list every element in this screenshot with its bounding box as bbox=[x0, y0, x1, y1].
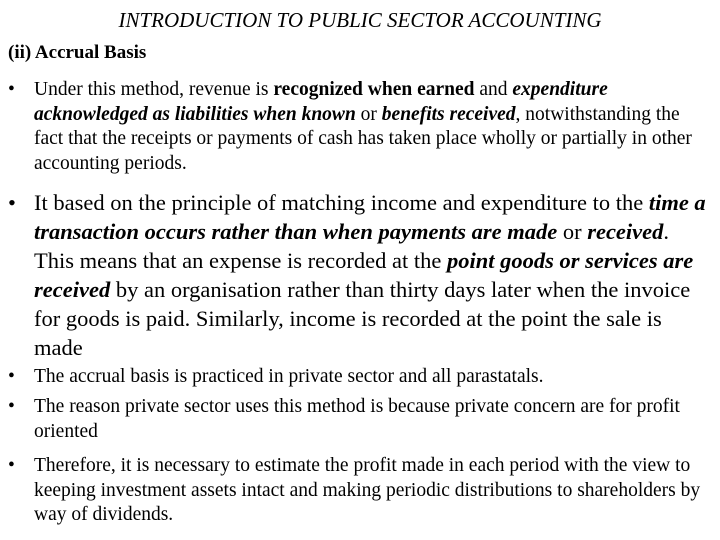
bullet-item bbox=[8, 395, 712, 444]
bullet-marker: • bbox=[8, 455, 15, 476]
bullet-marker: • bbox=[8, 366, 15, 387]
bullet-text: Under this method, revenue is recognized when earned and expenditure acknowledged as liabilities when known or benefits received, notwithstanding the fact that the receipts or payments of cash has taken place wholly or partially in other accounting periods. bbox=[34, 79, 692, 174]
bullet-item bbox=[8, 78, 712, 176]
bullet-marker: • bbox=[8, 190, 16, 215]
bullet-text: It based on the principle of matching income and expenditure to the time a transaction occurs rather than when payments are made or received. This means that an expense is recorded at the point goods or services are received by an organisation rather than thirty days later when the invoice for goods is paid. Similarly, income is recorded at the point the sale is made bbox=[34, 190, 706, 360]
page-title: INTRODUCTION TO PUBLIC SECTOR ACCOUNTING bbox=[118, 8, 602, 32]
bullet-text: The reason private sector uses this method is because private concern are for profit oriented bbox=[34, 396, 680, 442]
section-heading: (ii) Accrual Basis bbox=[8, 42, 147, 63]
bullet-marker: • bbox=[8, 79, 15, 100]
bullet-item bbox=[8, 365, 712, 390]
bullet-marker: • bbox=[8, 396, 15, 417]
bullet-text: Therefore, it is necessary to estimate the profit made in each period with the view to keeping investment assets intact and making periodic distributions to shareholders by way of dividends. bbox=[34, 455, 701, 525]
bullet-item bbox=[8, 454, 712, 528]
bullet-text: The accrual basis is practiced in private sector and all parastatals. bbox=[34, 366, 544, 387]
bullet-item bbox=[8, 188, 712, 362]
